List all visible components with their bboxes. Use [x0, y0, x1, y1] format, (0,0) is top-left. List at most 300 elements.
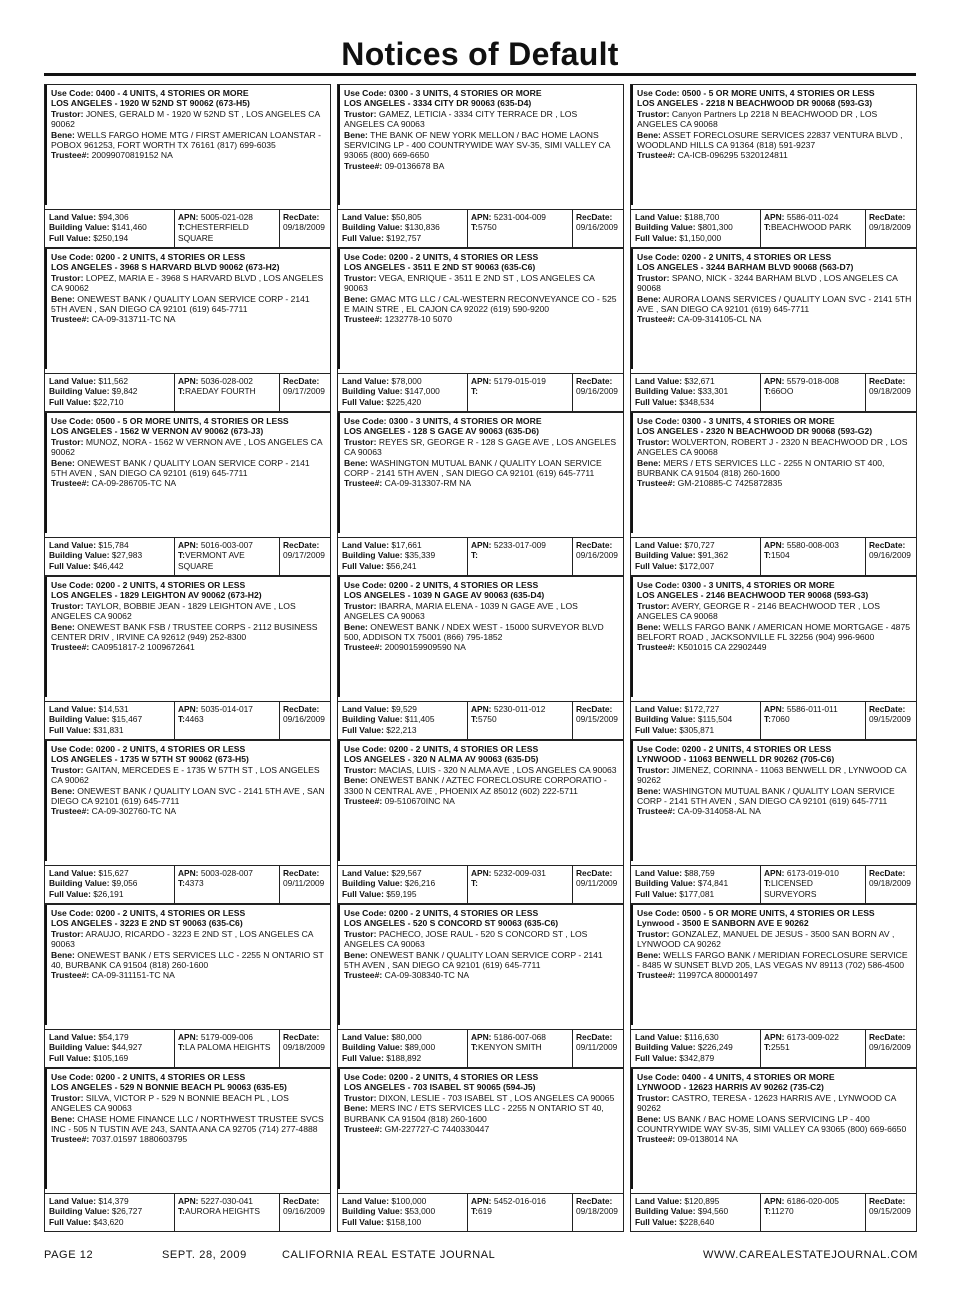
notice-card	[630, 576, 917, 740]
notice-details	[45, 1069, 330, 1189]
trustee-value: CA-09-308340-TC NA	[384, 970, 470, 981]
recdate-label: RecDate:	[576, 376, 613, 386]
bene-label: Bene:	[344, 775, 368, 786]
trustor-value: Canyon Partners Lp 2218 N BEACHWOOD DR , LOS ANGELES CA 90068	[637, 108, 878, 130]
bene-label: Bene:	[637, 293, 661, 304]
recdate-label: RecDate:	[283, 212, 320, 222]
notice-card	[337, 576, 624, 740]
bene-line	[637, 622, 912, 643]
tract-row: T:BEACHWOOD PARK	[764, 222, 852, 233]
trustee-value: CA-09-286705-TC NA	[91, 478, 177, 489]
values-column	[338, 702, 468, 740]
notice-details	[631, 741, 916, 861]
recdate-label: RecDate:	[576, 1032, 613, 1042]
values-column	[338, 374, 468, 412]
trustor-line	[344, 929, 619, 950]
land-value-row: Land Value: $29,567	[342, 868, 422, 878]
bene-value: ONEWEST BANK / QUALITY LOAN SVC - 2141 5TH AVE , SAN DIEGO CA 92101 (619) 645-7711	[51, 785, 325, 807]
tract-row: T:CHESTERFIELD SQUARE	[178, 222, 249, 243]
trustor-label: Trustor:	[51, 1092, 84, 1103]
notice-values	[338, 1193, 623, 1232]
recdate-value: 09/18/2009	[869, 878, 911, 889]
recdate-label: RecDate:	[576, 1196, 613, 1206]
recdate-label: RecDate:	[869, 540, 906, 550]
trustee-line	[344, 970, 619, 980]
recdate-label: RecDate:	[576, 868, 613, 878]
full-value-row: Full Value: $158,100	[342, 1216, 422, 1227]
notice-values	[338, 209, 623, 248]
notice-card	[630, 84, 917, 248]
building-value-row: Building Value: $94,560	[635, 1206, 729, 1217]
tract-row: T:	[471, 386, 478, 397]
trustor-value: JIMENEZ, CORINNA - 11063 BENWELL DR , LYNWOOD CA 90262	[637, 764, 907, 786]
apn-row: APN: 6173-019-010	[764, 868, 839, 878]
apn-row: APN: 6186-020-005	[764, 1196, 839, 1206]
recdate-value: 09/16/2009	[283, 1206, 325, 1217]
apn-column	[175, 866, 280, 904]
trustor-value: AVERY, GEORGE R - 2146 BEACHWOOD TER , LOS ANGELES CA 90068	[637, 600, 880, 622]
apn-column	[468, 538, 573, 576]
values-column	[338, 1194, 468, 1232]
values-column	[45, 374, 175, 412]
trustor-label: Trustor:	[637, 1092, 670, 1103]
notice-details	[338, 413, 623, 533]
use-code: Use Code: 0200 - 2 UNITS, 4 STORIES OR LESS	[637, 252, 832, 262]
notice-values	[45, 537, 330, 576]
notice-values	[45, 701, 330, 740]
trustee-label: Trustee#:	[51, 806, 90, 817]
trustor-line	[51, 765, 326, 786]
full-value-row: Full Value: $1,150,000	[635, 232, 722, 243]
bene-line	[344, 1103, 619, 1124]
bene-line	[51, 458, 326, 479]
trustee-value: CA-09-313307-RM NA	[384, 478, 472, 489]
tract-row: T:	[471, 550, 478, 561]
use-code: Use Code: 0500 - 5 OR MORE UNITS, 4 STORIES OR LESS	[637, 88, 875, 98]
trustor-line	[637, 437, 912, 458]
notice-values	[45, 865, 330, 904]
bene-label: Bene:	[344, 129, 368, 140]
property-location: LOS ANGELES - 128 S GAGE AV 90063 (635-D6)	[344, 426, 540, 437]
apn-column	[468, 702, 573, 740]
bene-label: Bene:	[51, 129, 75, 140]
land-value-row: Land Value: $15,627	[49, 868, 129, 878]
notice-card	[337, 1068, 624, 1232]
recdate-label: RecDate:	[576, 540, 613, 550]
apn-column	[468, 374, 573, 412]
recdate-column	[573, 210, 623, 248]
notice-card	[44, 904, 331, 1068]
trustee-line	[51, 478, 326, 488]
recdate-label: RecDate:	[283, 376, 320, 386]
trustee-label: Trustee#:	[637, 642, 676, 653]
trustor-label: Trustor:	[637, 272, 670, 283]
bene-value: MERS INC / ETS SERVICES LLC - 2255 N ONTARIO ST 40, BURBANK CA 91504 (818) 260-1600	[344, 1103, 604, 1124]
tract-row: T:619	[471, 1206, 492, 1217]
trustee-line	[51, 150, 326, 160]
trustor-value: MACIAS, LUIS - 320 N ALMA AVE , LOS ANGELES CA 90063	[378, 764, 617, 775]
tract-row: T:2551	[764, 1042, 790, 1053]
bene-line	[344, 950, 619, 971]
use-code: Use Code: 0500 - 5 OR MORE UNITS, 4 STORIES OR LESS	[51, 416, 289, 426]
bene-line	[51, 786, 326, 807]
building-value-row: Building Value: $15,467	[49, 714, 143, 725]
trustee-line	[51, 314, 326, 324]
recdate-column	[280, 866, 330, 904]
trustor-line	[51, 273, 326, 294]
trustor-label: Trustor:	[51, 272, 84, 283]
property-location: LOS ANGELES - 3223 E 2ND ST 90063 (635-C6)	[51, 918, 243, 929]
recdate-column	[573, 538, 623, 576]
land-value-row: Land Value: $54,179	[49, 1032, 129, 1042]
property-location: LOS ANGELES - 2146 BEACHWOOD TER 90068 (593-G3)	[637, 590, 869, 601]
tract-row: T:4373	[178, 878, 204, 889]
notice-details	[45, 741, 330, 861]
recdate-value: 09/15/2009	[869, 1206, 911, 1217]
recdate-value: 09/15/2009	[869, 714, 911, 725]
full-value-row: Full Value: $225,420	[342, 396, 422, 407]
notice-details	[631, 85, 916, 205]
trustee-label: Trustee#:	[637, 150, 676, 161]
notice-details	[45, 413, 330, 533]
values-column	[631, 538, 761, 576]
bene-line	[51, 130, 326, 151]
bene-value: THE BANK OF NEW YORK MELLON / BAC HOME LAONS SERVICING LP - 400 COUNTRYWIDE WAY SV-35, SIMI VALLEY CA 93065 (800) 669-6650	[344, 129, 611, 161]
property-location: LOS ANGELES - 1829 LEIGHTON AV 90062 (673-H2)	[51, 590, 262, 601]
recdate-value: 09/18/2009	[869, 386, 911, 397]
trustor-line	[637, 1093, 912, 1114]
notice-values	[631, 209, 916, 248]
trustee-line	[51, 642, 326, 652]
tract-row: T:5750	[471, 222, 497, 233]
property-location: Lynwood - 3500 E SANBORN AVE E 90262	[637, 918, 809, 929]
trustor-value: SPANO, NICK - 3244 BARHAM BLVD , LOS ANGELES CA 90068	[637, 272, 898, 294]
trustee-value: 20090159909590 NA	[384, 642, 466, 653]
notice-card	[44, 412, 331, 576]
bene-value: ONEWEST BANK / QUALITY LOAN SERVICE CORP - 2141 5TH AVEN , SAN DIEGO CA 92101 (619) 645-7711	[344, 949, 603, 971]
notice-card	[630, 740, 917, 904]
apn-column	[468, 866, 573, 904]
recdate-column	[866, 1030, 916, 1068]
land-value-row: Land Value: $14,379	[49, 1196, 129, 1206]
notice-card	[337, 412, 624, 576]
recdate-value: 09/18/2009	[869, 222, 911, 233]
notice-card	[337, 904, 624, 1068]
trustee-line	[637, 1134, 912, 1144]
use-code: Use Code: 0300 - 3 UNITS, 4 STORIES OR MORE	[344, 416, 542, 426]
trustee-label: Trustee#:	[344, 796, 383, 807]
bene-line	[344, 130, 619, 161]
bene-value: US BANK / BAC HOME LOANS SERVICING LP - 400 COUNTRYWIDE WAY SV-35, SIMI VALLEY CA 93065 (800) 669-6650	[637, 1113, 907, 1135]
tract-row: T:LICENSED SURVEYORS	[764, 878, 817, 899]
bene-label: Bene:	[637, 457, 661, 468]
footer-date: SEPT. 28, 2009	[162, 1249, 247, 1261]
use-code: Use Code: 0200 - 2 UNITS, 4 STORIES OR LESS	[51, 744, 246, 754]
building-value-row: Building Value: $44,927	[49, 1042, 143, 1053]
notice-card	[44, 1068, 331, 1232]
notice-details	[338, 85, 623, 205]
use-code: Use Code: 0400 - 4 UNITS, 4 STORIES OR MORE	[637, 1072, 835, 1082]
land-value-row: Land Value: $188,700	[635, 212, 720, 222]
trustor-line	[51, 601, 326, 622]
bene-line	[344, 458, 619, 479]
bene-value: ONEWEST BANK / NDEX WEST - 15000 SURVEYOR BLVD 500, ADDISON TX 75001 (866) 795-1852	[344, 621, 604, 643]
building-value-row: Building Value: $11,405	[342, 714, 435, 725]
trustor-label: Trustor:	[637, 600, 670, 611]
values-column	[631, 702, 761, 740]
values-column	[338, 1030, 468, 1068]
trustor-line	[344, 109, 619, 130]
property-location: LOS ANGELES - 703 ISABEL ST 90065 (594-J5)	[344, 1082, 536, 1093]
trustor-value: GONZALEZ, MANUEL DE JESUS - 3500 SAN BORN AV , LYNWOOD CA 90262	[637, 928, 895, 950]
apn-row: APN: 5232-009-031	[471, 868, 546, 878]
apn-row: APN: 5230-011-012	[471, 704, 546, 714]
notice-card	[630, 904, 917, 1068]
bene-line	[637, 786, 912, 807]
trustee-value: 1232778-10 5070	[384, 314, 452, 325]
trustor-label: Trustor:	[637, 928, 670, 939]
full-value-row: Full Value: $22,213	[342, 724, 417, 735]
tract-row: T:4463	[178, 714, 204, 725]
full-value-row: Full Value: $46,442	[49, 560, 124, 571]
recdate-value: 09/18/2009	[283, 1042, 325, 1053]
footer-page-number: PAGE 12	[44, 1249, 94, 1261]
bene-label: Bene:	[637, 129, 661, 140]
values-column	[631, 1194, 761, 1232]
apn-row: APN: 6173-009-022	[764, 1032, 839, 1042]
notice-card	[44, 248, 331, 412]
apn-column	[175, 1194, 280, 1232]
trustee-label: Trustee#:	[344, 642, 383, 653]
notice-values	[45, 1029, 330, 1068]
full-value-row: Full Value: $305,871	[635, 724, 715, 735]
trustor-value: IBARRA, MARIA ELENA - 1039 N GAGE AVE , LOS ANGELES CA 90063	[344, 600, 578, 622]
trustor-line	[637, 929, 912, 950]
apn-column	[761, 702, 866, 740]
apn-column	[761, 1194, 866, 1232]
page-title: Notices of Default	[341, 36, 619, 72]
bene-label: Bene:	[344, 621, 368, 632]
bene-label: Bene:	[637, 1113, 661, 1124]
full-value-row: Full Value: $105,169	[49, 1052, 129, 1063]
trustor-label: Trustor:	[51, 436, 84, 447]
trustee-label: Trustee#:	[51, 314, 90, 325]
bene-line	[637, 130, 912, 151]
trustor-line	[344, 273, 619, 294]
trustee-value: CA-09-314105-CL NA	[677, 314, 762, 325]
trustor-value: REYES SR, GEORGE R - 128 S GAGE AVE , LOS ANGELES CA 90063	[344, 436, 617, 458]
trustee-line	[637, 970, 912, 980]
apn-row: APN: 5036-028-002	[178, 376, 253, 386]
recdate-value: 09/16/2009	[576, 386, 618, 397]
values-column	[338, 210, 468, 248]
trustee-value: GM-227727-C 7440330447	[384, 1124, 490, 1135]
notice-card	[630, 412, 917, 576]
recdate-value: 09/16/2009	[576, 550, 618, 561]
trustee-line	[344, 1124, 619, 1134]
notice-values	[338, 1029, 623, 1068]
property-location: LYNWOOD - 12623 HARRIS AV 90262 (735-C2)	[637, 1082, 824, 1093]
building-value-row: Building Value: $27,983	[49, 550, 143, 561]
trustor-label: Trustor:	[344, 272, 377, 283]
recdate-column	[573, 1194, 623, 1232]
recdate-value: 09/15/2009	[576, 714, 618, 725]
recdate-value: 09/11/2009	[283, 878, 325, 889]
page-footer	[44, 1249, 918, 1263]
apn-column	[175, 374, 280, 412]
notice-details	[338, 249, 623, 369]
trustor-line	[637, 601, 912, 622]
use-code: Use Code: 0300 - 3 UNITS, 4 STORIES OR MORE	[637, 416, 835, 426]
bene-label: Bene:	[637, 621, 661, 632]
notice-card	[630, 1068, 917, 1232]
property-location: LOS ANGELES - 529 N BONNIE BEACH PL 90063 (635-E5)	[51, 1082, 287, 1093]
trustee-value: CA-09-311151-TC NA	[91, 970, 175, 981]
notice-card	[337, 248, 624, 412]
use-code: Use Code: 0300 - 3 UNITS, 4 STORIES OR MORE	[344, 88, 542, 98]
land-value-row: Land Value: $78,000	[342, 376, 422, 386]
full-value-row: Full Value: $31,831	[49, 724, 124, 735]
bene-label: Bene:	[344, 949, 368, 960]
building-value-row: Building Value: $147,000	[342, 386, 440, 397]
trustee-value: K501015 CA 22902449	[677, 642, 767, 653]
values-column	[45, 538, 175, 576]
property-location: LOS ANGELES - 3968 S HARVARD BLVD 90062 (673-H2)	[51, 262, 280, 273]
bene-value: MERS / ETS SERVICES LLC - 2255 N ONTARIO ST 400, BURBANK CA 91504 (818) 260-1600	[637, 457, 885, 479]
recdate-value: 09/17/2009	[283, 386, 325, 397]
trustee-value: CA-09-302760-TC NA	[91, 806, 177, 817]
use-code: Use Code: 0200 - 2 UNITS, 4 STORIES OR LESS	[51, 908, 246, 918]
apn-row: APN: 5233-017-009	[471, 540, 546, 550]
trustor-label: Trustor:	[344, 108, 377, 119]
trustor-value: WOLVERTON, ROBERT J - 2320 N BEACHWOOD DR , LOS ANGELES CA 90068	[637, 436, 908, 458]
values-column	[45, 702, 175, 740]
trustee-line	[344, 478, 619, 488]
apn-column	[468, 1030, 573, 1068]
trustor-line	[51, 1093, 326, 1114]
trustor-line	[51, 437, 326, 458]
recdate-value: 09/16/2009	[869, 550, 911, 561]
recdate-column	[573, 866, 623, 904]
tract-row: T:RAEDAY FOURTH	[178, 386, 256, 397]
tract-row: T:11270	[764, 1206, 794, 1217]
apn-row: APN: 5580-008-003	[764, 540, 839, 550]
use-code: Use Code: 0500 - 5 OR MORE UNITS, 4 STORIES OR LESS	[637, 908, 875, 918]
notice-card	[44, 740, 331, 904]
apn-row: APN: 5016-003-007	[178, 540, 253, 550]
notice-card	[337, 740, 624, 904]
recdate-label: RecDate:	[283, 1196, 320, 1206]
apn-row: APN: 5227-030-041	[178, 1196, 253, 1206]
bene-line	[51, 950, 326, 971]
trustor-label: Trustor:	[51, 600, 84, 611]
notice-details	[338, 741, 623, 861]
recdate-column	[866, 1194, 916, 1232]
apn-row: APN: 5586-011-011	[764, 704, 838, 714]
bene-value: CHASE HOME FINANCE LLC / NORTHWEST TRUSTEE SVCS INC - 505 N TUSTIN AVE 243, SANTA ANA CA 92705 (714) 277-4888	[51, 1113, 324, 1135]
full-value-row: Full Value: $22,710	[49, 396, 124, 407]
property-location: LYNWOOD - 11063 BENWELL DR 90262 (705-C6)	[637, 754, 835, 765]
apn-row: APN: 5179-015-019	[471, 376, 546, 386]
trustor-value: GAMEZ, LETICIA - 3334 CITY TERRACE DR , LOS ANGELES CA 90063	[344, 108, 578, 130]
full-value-row: Full Value: $172,007	[635, 560, 715, 571]
notice-details	[631, 249, 916, 369]
land-value-row: Land Value: $100,000	[342, 1196, 427, 1206]
building-value-row: Building Value: $9,056	[49, 878, 138, 889]
bene-label: Bene:	[344, 1103, 368, 1114]
building-value-row: Building Value: $801,300	[635, 222, 733, 233]
recdate-value: 09/16/2009	[869, 1042, 911, 1053]
trustor-label: Trustor:	[637, 436, 670, 447]
bene-value: WASHINGTON MUTUAL BANK / QUALITY LOAN SERVICE CORP - 2141 5TH AVEN , SAN DIEGO CA 92101 (619) 645-7711	[637, 785, 895, 807]
notice-values	[338, 373, 623, 412]
tract-row: T:1504	[764, 550, 790, 561]
building-value-row: Building Value: $115,504	[635, 714, 733, 725]
full-value-row: Full Value: $342,879	[635, 1052, 715, 1063]
apn-column	[761, 210, 866, 248]
trustee-line	[637, 314, 912, 324]
bene-value: WASHINGTON MUTUAL BANK / QUALITY LOAN SERVICE CORP - 2141 5TH AVEN , SAN DIEGO CA 92101 (619) 645-7711	[344, 457, 602, 479]
notice-values	[45, 373, 330, 412]
bene-label: Bene:	[51, 949, 75, 960]
full-value-row: Full Value: $26,191	[49, 888, 124, 899]
trustee-line	[51, 1134, 326, 1144]
bene-label: Bene:	[51, 1113, 75, 1124]
trustee-line	[637, 642, 912, 652]
bene-value: ONEWEST BANK FSB / TRUSTEE CORPS - 2112 BUSINESS CENTER DRIV , IRVINE CA 92612 (949) 252-8300	[51, 621, 318, 643]
land-value-row: Land Value: $17,661	[342, 540, 422, 550]
property-location: LOS ANGELES - 2320 N BEACHWOOD DR 90068 (593-G2)	[637, 426, 873, 437]
recdate-value: 09/16/2009	[576, 222, 618, 233]
trustee-label: Trustee#:	[637, 314, 676, 325]
bene-label: Bene:	[637, 949, 661, 960]
use-code: Use Code: 0400 - 4 UNITS, 4 STORIES OR MORE	[51, 88, 249, 98]
building-value-row: Building Value: $226,249	[635, 1042, 733, 1053]
footer-url: WWW.CAREALESTATEJOURNAL.COM	[702, 1249, 918, 1261]
trustor-label: Trustor:	[51, 108, 84, 119]
trustee-label: Trustee#:	[344, 478, 383, 489]
notice-card	[44, 84, 331, 248]
bene-line	[637, 1114, 912, 1135]
recdate-column	[866, 210, 916, 248]
bene-label: Bene:	[51, 785, 75, 796]
bene-value: WELLS FARGO BANK / MERIDIAN FORECLOSURE SERVICE - 8485 W SUNSET BLVD 205, LAS VEGAS NV 89113 (702) 586-4500	[637, 949, 908, 971]
bene-label: Bene:	[51, 621, 75, 632]
values-column	[45, 866, 175, 904]
trustee-label: Trustee#:	[637, 806, 676, 817]
building-value-row: Building Value: $33,301	[635, 386, 729, 397]
trustor-label: Trustor:	[344, 764, 377, 775]
recdate-label: RecDate:	[869, 868, 906, 878]
full-value-row: Full Value: $177,081	[635, 888, 715, 899]
values-column	[631, 210, 761, 248]
trustee-value: 11997CA 800001497	[677, 970, 758, 981]
bene-value: WELLS FARGO BANK / AMERICAN HOME MORTGAGE - 4875 BELFORT ROAD , JACKSONVILLE FL 32256 (904) 996-9600	[637, 621, 911, 643]
trustor-value: TAYLOR, BOBBIE JEAN - 1829 LEIGHTON AVE , LOS ANGELES CA 90062	[51, 600, 296, 622]
bene-line	[637, 458, 912, 479]
trustee-value: CA0951817-2 1009672641	[91, 642, 195, 653]
land-value-row: Land Value: $80,000	[342, 1032, 422, 1042]
bene-label: Bene:	[344, 457, 368, 468]
notice-values	[631, 701, 916, 740]
trustee-line	[51, 806, 326, 816]
bene-label: Bene:	[51, 457, 75, 468]
notice-values	[338, 537, 623, 576]
trustee-value: GM-210885-C 7425872835	[677, 478, 783, 489]
bene-line	[344, 294, 619, 315]
recdate-label: RecDate:	[576, 704, 613, 714]
property-location: LOS ANGELES - 1920 W 52ND ST 90062 (673-H5)	[51, 98, 250, 109]
